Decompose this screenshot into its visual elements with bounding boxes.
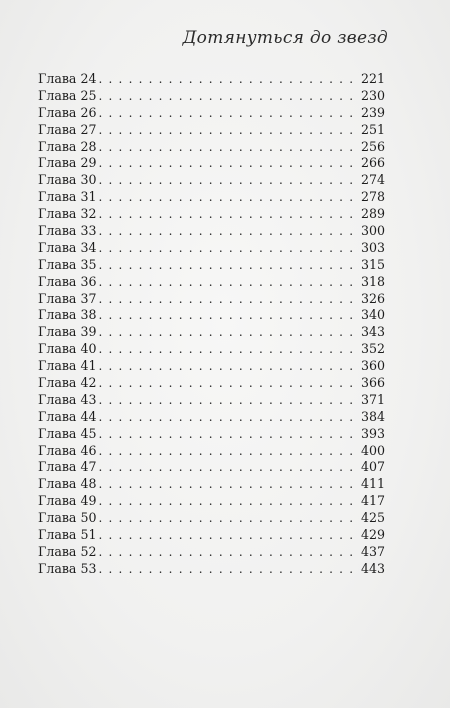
- toc-entry-label: Глава 33: [38, 223, 97, 239]
- toc-entry: [38, 375, 385, 392]
- toc-entry: [38, 493, 385, 510]
- toc-entry-label: Глава 27: [38, 121, 97, 137]
- toc-entry-page-number: 360: [360, 358, 385, 374]
- toc-entry-page-number: 300: [360, 223, 385, 239]
- toc-entry-label: Глава 26: [38, 104, 97, 120]
- toc-entry-page-number: 343: [360, 324, 385, 340]
- toc-entry: [38, 274, 385, 291]
- dot-leader: [98, 189, 359, 206]
- dot-leader: [98, 71, 359, 88]
- toc-entry-label: Глава 28: [38, 138, 97, 154]
- toc-entry-label: Глава 39: [38, 324, 97, 340]
- toc-entry-page-number: 429: [360, 527, 385, 543]
- dot-leader: [98, 206, 359, 223]
- toc-entry: [38, 206, 385, 223]
- toc-entry-page-number: 315: [360, 256, 385, 272]
- toc-entry-page-number: 303: [360, 239, 385, 255]
- dot-leader: [98, 443, 359, 460]
- toc-entry-label: Глава 32: [38, 206, 97, 222]
- toc-entry-label: Глава 43: [38, 391, 97, 407]
- toc-entry-label: Глава 41: [38, 358, 97, 374]
- toc-entry-page-number: 278: [360, 189, 385, 205]
- dot-leader: [98, 341, 359, 358]
- toc-entry-page-number: 221: [360, 71, 385, 86]
- toc-entry-page-number: 326: [360, 290, 385, 306]
- dot-leader: [98, 257, 359, 274]
- toc-entry-label: Глава 51: [38, 527, 97, 543]
- toc-entry-page-number: 417: [360, 493, 385, 509]
- toc-entry-label: Глава 25: [38, 87, 97, 103]
- toc-entry-page-number: 230: [360, 87, 385, 103]
- toc-entry: [38, 544, 385, 561]
- toc-entry-page-number: 266: [360, 155, 385, 171]
- toc-entry-page-number: 407: [360, 459, 385, 475]
- toc-entry: [38, 105, 385, 122]
- dot-leader: [98, 392, 359, 409]
- dot-leader: [98, 139, 359, 156]
- toc-entry-label: Глава 46: [38, 442, 97, 458]
- dot-leader: [98, 561, 359, 578]
- toc-entry-page-number: 251: [360, 121, 385, 137]
- dot-leader: [98, 358, 359, 375]
- toc-entry: [38, 358, 385, 375]
- dot-leader: [98, 527, 359, 544]
- dot-leader: [98, 307, 359, 324]
- toc-entry-label: Глава 38: [38, 307, 97, 323]
- toc-entry-page-number: 366: [360, 375, 385, 391]
- dot-leader: [98, 324, 359, 341]
- toc-entry-page-number: 239: [360, 104, 385, 120]
- table-of-contents: [38, 71, 385, 578]
- dot-leader: [98, 544, 359, 561]
- toc-entry-label: Глава 31: [38, 189, 97, 205]
- toc-entry-label: Глава 35: [38, 256, 97, 272]
- toc-entry-label: Глава 45: [38, 425, 97, 441]
- toc-entry-page-number: 371: [360, 391, 385, 407]
- toc-entry-label: Глава 40: [38, 341, 97, 357]
- toc-entry-label: Глава 52: [38, 543, 97, 559]
- toc-entry-page-number: 340: [360, 307, 385, 323]
- toc-entry-label: Глава 42: [38, 375, 97, 391]
- toc-entry-page-number: 411: [360, 476, 385, 492]
- toc-entry: [38, 257, 385, 274]
- toc-entry: [38, 155, 385, 172]
- toc-entry: [38, 172, 385, 189]
- dot-leader: [98, 476, 359, 493]
- toc-entry: [38, 426, 385, 443]
- toc-entry-label: Глава 48: [38, 476, 97, 492]
- toc-entry: [38, 189, 385, 206]
- toc-entry: [38, 443, 385, 460]
- toc-entry-label: Глава 29: [38, 155, 97, 171]
- toc-entry: [38, 240, 385, 257]
- toc-entry: [38, 71, 385, 88]
- toc-entry-label: Глава 47: [38, 459, 97, 475]
- toc-entry: [38, 476, 385, 493]
- dot-leader: [98, 409, 359, 426]
- dot-leader: [98, 223, 359, 240]
- dot-leader: [98, 88, 359, 105]
- toc-entry: [38, 341, 385, 358]
- toc-entry: [38, 459, 385, 476]
- toc-entry-label: Глава 36: [38, 273, 97, 289]
- dot-leader: [98, 240, 359, 257]
- toc-entry-page-number: 384: [360, 408, 385, 424]
- toc-entry-label: Глава 34: [38, 239, 97, 255]
- toc-entry-label: Глава 44: [38, 408, 97, 424]
- toc-entry: [38, 122, 385, 139]
- toc-entry-page-number: 274: [360, 172, 385, 188]
- dot-leader: [98, 274, 359, 291]
- toc-entry-label: Глава 24: [38, 71, 97, 86]
- toc-entry: [38, 510, 385, 527]
- toc-entry: [38, 307, 385, 324]
- toc-entry: [38, 561, 385, 578]
- toc-entry-label: Глава 53: [38, 560, 97, 576]
- toc-entry-page-number: 256: [360, 138, 385, 154]
- toc-entry-page-number: 352: [360, 341, 385, 357]
- toc-entry: [38, 291, 385, 308]
- toc-entry-page-number: 318: [360, 273, 385, 289]
- dot-leader: [98, 172, 359, 189]
- toc-entry: [38, 88, 385, 105]
- toc-entry-label: Глава 50: [38, 510, 97, 526]
- toc-entry: [38, 139, 385, 156]
- toc-entry: [38, 527, 385, 544]
- toc-entry: [38, 324, 385, 341]
- dot-leader: [98, 510, 359, 527]
- dot-leader: [98, 122, 359, 139]
- toc-entry-page-number: 400: [360, 442, 385, 458]
- dot-leader: [98, 155, 359, 172]
- toc-entry-page-number: 437: [360, 543, 385, 559]
- toc-entry-page-number: 393: [360, 425, 385, 441]
- dot-leader: [98, 291, 359, 308]
- toc-entry-label: Глава 30: [38, 172, 97, 188]
- toc-entry: [38, 392, 385, 409]
- toc-entry-page-number: 443: [360, 560, 385, 576]
- toc-entry-label: Глава 37: [38, 290, 97, 306]
- dot-leader: [98, 426, 359, 443]
- dot-leader: [98, 459, 359, 476]
- toc-entry-page-number: 425: [360, 510, 385, 526]
- dot-leader: [98, 375, 359, 392]
- toc-entry: [38, 223, 385, 240]
- dot-leader: [98, 105, 359, 122]
- toc-entry-page-number: 289: [360, 206, 385, 222]
- dot-leader: [98, 493, 359, 510]
- toc-entry: [38, 409, 385, 426]
- toc-entry-label: Глава 49: [38, 493, 97, 509]
- running-title: Дотянуться до звезд: [182, 28, 388, 48]
